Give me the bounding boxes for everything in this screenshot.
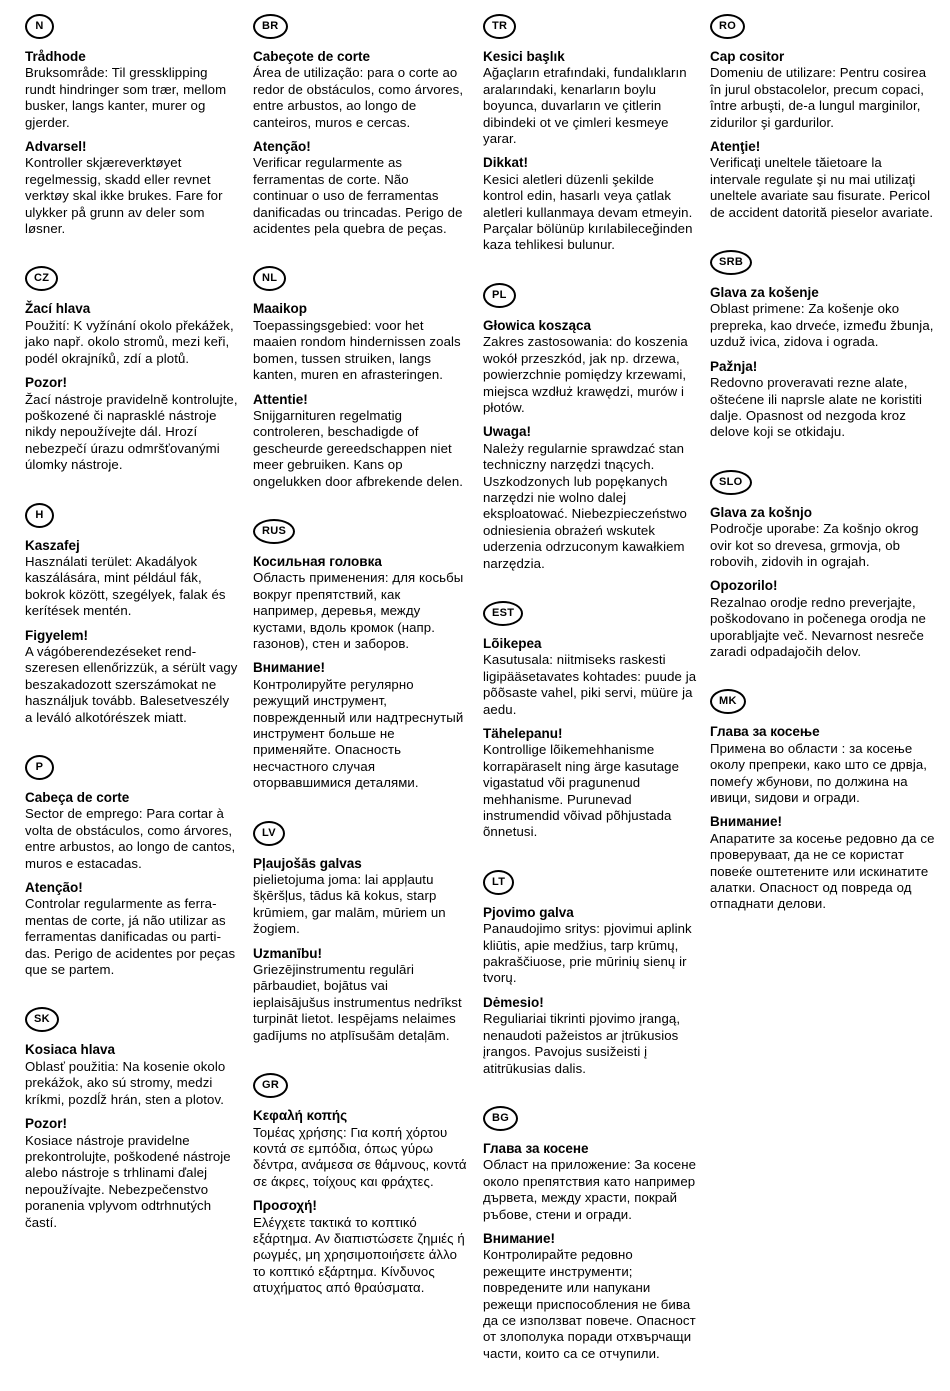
language-badge-est: EST (483, 601, 523, 626)
section-title: Glava za košnjo (710, 504, 813, 520)
language-badge-ro: RO (710, 14, 745, 39)
warning-heading: Προσοχή! (253, 1198, 317, 1214)
column-1 (25, 14, 239, 1260)
usage-text: Sector de emprego: Para cortar à volta de obstáculos, como árvores, entre arbustos, ao longo de cantos, muros e estacadas. (25, 806, 236, 871)
usage-text: Област на приложение: За косене около препятствия като например дървета, между храсти, покрай ръбове, стени и огради. (483, 1157, 697, 1222)
language-badge-gr: GR (253, 1073, 288, 1098)
section-romanian (710, 14, 936, 221)
language-badge-lv: LV (253, 821, 285, 846)
usage-text: Panaudojimo sritys: pjovimui aplink kliūtis, apie medžius, tarp krūmų, pakraščiuose, prie mūrinių sienų ir tvorų. (483, 921, 692, 986)
language-badge-rus: RUS (253, 519, 295, 544)
section-title: Lõikepea (483, 635, 542, 651)
warning-heading: Uzmanību! (253, 945, 322, 961)
language-badge-sk: SK (25, 1007, 59, 1032)
warning-text: Griezējinstrumentu regulāri pārbaudiet, bojātus vai ieplaisājušus instrumentus nedrīkst turpināt lietot. Iespējams nelaimes gadījums no atplīsušām detaļām. (253, 962, 462, 1043)
section-title: Trådhode (25, 49, 86, 64)
warning-heading: Opozorilo! (710, 578, 778, 594)
usage-text: Zakres zastosowania: do koszenia wokół przeszkód, jak np. drzewa, powierzchnie pomiędzy krzewami, miejsca wzdłuż krawędzi, murów i płotów. (483, 334, 688, 415)
warning-text: Žací nástroje pravidelně kontrolujte, poškozené či naprasklé nástroje nikdy nepoužívejte dál. Hrozí nebezpečí úrazu odmršťovanými úlomky nástroje. (25, 391, 238, 473)
warning-text: Reguliariai tikrinti pjovimo įrangą, nenaudoti pažeistos ar įtrūkusios įrangos. Pavojus susižeisti į atitrūkusias dalis. (483, 1011, 681, 1076)
usage-text: Domeniu de utilizare: Pentru cosirea în jurul obstacolelor, precum copaci, între arbuşti, de-a lungul marginilor, zidurilor şi gardurilor. (710, 65, 927, 130)
section-title: Cabeça de corte (25, 790, 130, 805)
warning-heading: Pozor! (25, 375, 67, 391)
usage-text: Ağaçların etrafındaki, fundalıkların aralarındaki, kenarların boylu boyunca, duvarların ve çitlerin dibindeki ot ve çimleri kesmeye yarar. (483, 65, 687, 147)
language-badge-cz: CZ (25, 266, 58, 291)
section-russian (253, 519, 467, 792)
warning-text: A vágóberendezéseket rend-szeresen ellenőrizzük, a sérült vagy beszakadozott szerszámokat ne használjuk tovább. Balesetveszély a leváló alkotórészek miatt. (25, 643, 238, 725)
column-4 (710, 14, 936, 942)
section-title: Kesici başlık (483, 49, 565, 64)
section-dutch (253, 266, 467, 489)
warning-text: Апаратите за косење редовно да се проверуваат, да не се користат повеќе оштетените или искинатите алатки. Опасност од повреда од отпаднати делови. (710, 830, 935, 912)
section-title: Глава за косене (483, 1140, 589, 1156)
warning-text: Redovno proveravati rezne alate, oštećene ili naprsle alate ne koristiti dalje. Opasnost od nezgoda kroz delove koji se otkidaju. (710, 375, 923, 440)
warning-text: Контролирайте редовно режещите инструменти; повредените или напукани режещи приспособления не бива да се използват повече. Опасност от злополука поради отхвърчащи части, които са се отчупили. (483, 1247, 696, 1361)
warning-heading: Внимание! (710, 814, 782, 830)
warning-text: Rezalnao orodje redno preverjajte, poškodovano in počenega orodja ne uporabljajte več. Nevarnost nesreče zaradi odpadajočih delov. (710, 594, 926, 659)
section-title: Maaikop (253, 301, 308, 317)
usage-text: Használati terület: Akadályok kaszálására, mint például fák, bokrok között, szegélyek, falak és kerítések mentén. (25, 553, 226, 619)
warning-heading: Atenção! (25, 880, 83, 896)
warning-text: Kosiace nástroje pravidelne prekontrolujte, poškodené nástroje alebo nástroje s trhlinami ďalej nepoužívajte. Nebezpečenstvo poranenia vplyvom odtrhnutých častí. (25, 1132, 231, 1230)
section-brazilian (253, 14, 467, 237)
usage-text: Področje uporabe: Za košnjo okrog ovir kot so drevesa, grmovja, ob robovih, zidovih in ograjah. (710, 521, 919, 569)
warning-heading: Dikkat! (483, 155, 529, 171)
language-badge-br: BR (253, 14, 288, 39)
column-2 (253, 14, 467, 1326)
section-bulgarian (483, 1106, 697, 1362)
warning-heading: Pažnja! (710, 358, 758, 374)
warning-text: Należy regularnie sprawdzać stan techniczny narzędzi tnących. Uszkodzonych lub popękanych narzędzi nie wolno dalej eksploatować. Niebezpieczeństwo odniesienia obrażeń wskutek uderzenia odrzuconym kawałkiem narzędzia. (483, 440, 687, 571)
section-norwegian (25, 14, 239, 237)
language-badge-pl: PL (483, 283, 516, 308)
language-badge-bg: BG (483, 1106, 518, 1131)
warning-heading: Tähelepanu! (483, 726, 563, 741)
usage-text: Примена во области : за косење околу препреки, како што се дрвја, помеѓу жбунови, по должина на ивици, ѕидови и огради. (710, 740, 928, 805)
language-badge-srb: SRB (710, 250, 752, 275)
warning-text: Verificaţi uneltele tăietoare la intervale regulate şi nu mai utilizaţi uneltele avariate sau fisurate. Pericol de accident datorită pieselor avariate. (710, 155, 934, 220)
warning-text: Kesici aletleri düzenli şekilde kontrol edin, hasarlı veya çatlak aletleri kullanmaya devam etmeyin. Parçalar bölünüp kırılabileceğinden kaza tehlikesi bulunur. (483, 171, 693, 253)
section-title: Глава за косење (710, 724, 820, 740)
warning-heading: Pozor! (25, 1116, 67, 1132)
section-macedonian (710, 689, 936, 912)
section-title: Cabeçote de corte (253, 49, 371, 64)
usage-text: pielietojuma joma: lai appļautu šķēršļus, tādus kā kokus, starp krūmiem, gar malām, mūriem un žogiem. (253, 872, 446, 937)
section-polish (483, 283, 697, 572)
language-badge-mk: MK (710, 689, 746, 714)
warning-text: Snijgarnituren regelmatig controleren, beschadigde of gescheurde gereedschappen niet meer gebruiken. Kans op ongelukken door afbrekende delen. (253, 407, 464, 489)
section-title: Kaszafej (25, 537, 80, 553)
section-hungarian (25, 503, 239, 726)
warning-heading: Atenção! (253, 139, 311, 155)
section-greek (253, 1073, 467, 1296)
section-serbian (710, 250, 936, 441)
language-badge-n: N (25, 14, 54, 39)
warning-heading: Figyelem! (25, 627, 89, 643)
usage-text: Bruksområde: Til gressklipping rundt hindringer som trær, mellom busker, langs kanter, murer og gjerder. (25, 65, 227, 130)
section-title: Glava za košenje (710, 285, 819, 301)
language-badge-tr: TR (483, 14, 516, 39)
section-estonian (483, 601, 697, 841)
section-title: Głowica kosząca (483, 317, 592, 333)
section-title: Pjovimo galva (483, 904, 574, 920)
section-latvian (253, 821, 467, 1044)
language-badge-nl: NL (253, 266, 286, 291)
section-czech (25, 266, 239, 473)
language-badge-p: P (25, 755, 54, 780)
section-title: Kosiaca hlava (25, 1042, 116, 1058)
warning-heading: Dėmesio! (483, 994, 544, 1010)
section-turkish (483, 14, 697, 254)
warning-text: Контролируйте регулярно режущий инструмент, поврежденный или надтреснутый инструмент больше не применяйте. Опасность несчастного случая оторвавшимися деталями. (253, 676, 464, 791)
column-3 (483, 14, 697, 1391)
language-badge-lt: LT (483, 870, 514, 895)
usage-text: Área de utilização: para o corte ao redor de obstáculos, como árvores, entre arbustos, ao longo de canteiros, muros e cercas. (253, 65, 464, 130)
section-title: Žací hlava (25, 301, 91, 317)
usage-text: Область применения: для косьбы вокруг препятствий, как например, деревья, между кустами, вдоль кромок (напр. газонов), стен и заборов. (253, 570, 464, 651)
language-badge-h: H (25, 503, 54, 528)
section-lithuanian (483, 870, 697, 1077)
warning-heading: Atenţie! (710, 139, 761, 155)
section-title: Pļaujošās galvas (253, 855, 362, 871)
warning-text: Ελέγχετε τακτικά το κοπτικό εξάρτημα. Αν διαπιστώσετε ζημιές ή ρωγμές, μη χρησιμοποιήσετε άλλο το κοπτικό εξάρτημα. Κίνδυνος ατυχήματος από θραύσματα. (253, 1214, 465, 1296)
warning-text: Controlar regularmente as ferra-mentas de corte, já não utilizar as ferramentas danificadas ou parti-das. Perigo de acidentes por peças que se partem. (25, 896, 236, 978)
usage-text: Použití: K vyžínání okolo překážek, jako např. okolo stromů, mezi keři, podél okrajníků, zdí a plotů. (25, 317, 234, 366)
warning-heading: Advarsel! (25, 139, 87, 155)
warning-heading: Внимание! (483, 1230, 555, 1246)
section-portuguese (25, 755, 239, 978)
usage-text: Kasutusala: niitmiseks raskesti ligipääsetavates kohtades: puude ja põõsaste vahel, piki servi, müüre ja aedu. (483, 652, 697, 717)
warning-text: Verificar regularmente as ferramentas de corte. Não continuar o uso de ferramentas danificadas ou trincadas. Perigo de acidentes pela quebra de peças. (253, 155, 463, 237)
usage-text: Oblasť použitia: Na kosenie okolo prekážok, ako sú stromy, medzi kríkmi, pozdĺž hrán, sten a plotov. (25, 1058, 226, 1107)
warning-heading: Uwaga! (483, 424, 532, 440)
section-slovenian (710, 470, 936, 661)
warning-heading: Attentie! (253, 391, 308, 407)
section-title: Cap cositor (710, 49, 785, 64)
warning-text: Kontroller skjæreverktøyet regelmessig, skadd eller revnet verktøy skal ikke brukes. Fare for ulykker på grunn av deler som løsner. (25, 155, 223, 237)
section-slovak (25, 1007, 239, 1230)
warning-heading: Внимание! (253, 660, 325, 676)
usage-text: Toepassingsgebied: voor het maaien rondom hindernissen zoals bomen, tussen struiken, langs kanten, muren en afrasteringen. (253, 317, 461, 383)
warning-text: Kontrollige lõikemehhanisme korrapäraselt ning ärge kasutage vigastatud või pragunenud mehhanisme. Purunevad instrumendid võivad põhjustada õnnetusi. (483, 742, 680, 840)
section-title: Κεφαλή κοπής (253, 1108, 348, 1124)
section-title: Косильная головка (253, 553, 382, 569)
language-badge-slo: SLO (710, 470, 752, 495)
usage-text: Oblast primene: Za košenje oko prepreka, kao drveće, između žbunja, uzduž ivica, zidova i ograda. (710, 301, 934, 350)
usage-text: Τομέας χρήσης: Για κοπή χόρτου κοντά σε εμπόδια, όπως γύρω δέντρα, ανάμεσα σε θάμνους, κοντά σε άκρες, τοίχους και φράχτες. (253, 1124, 467, 1189)
